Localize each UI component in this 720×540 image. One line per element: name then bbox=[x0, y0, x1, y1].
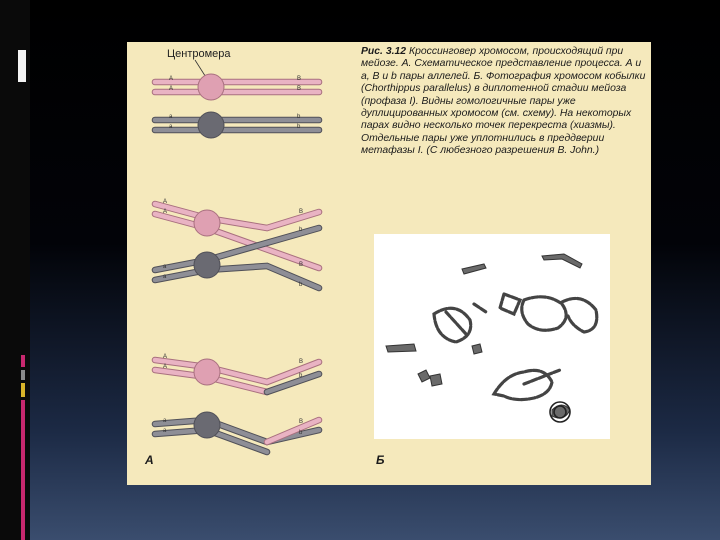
centromere-icon bbox=[198, 74, 224, 100]
figure-caption bbox=[361, 46, 647, 158]
centromere-icon bbox=[194, 359, 220, 385]
svg-text:a: a bbox=[163, 428, 167, 434]
figure-image bbox=[127, 42, 651, 485]
chromosome-pair-2 bbox=[155, 199, 319, 288]
centromere-icon bbox=[194, 412, 220, 438]
accent-bar-icon bbox=[21, 383, 25, 397]
chromosome-diagram bbox=[127, 42, 367, 482]
svg-text:b: b bbox=[299, 227, 303, 233]
caption-number: Рис. 3.12 bbox=[361, 46, 407, 57]
accent-bar-icon bbox=[21, 355, 25, 367]
svg-text:a: a bbox=[163, 418, 167, 424]
micrograph-drawing bbox=[374, 234, 610, 439]
chromosome-pair-1 bbox=[155, 74, 319, 138]
svg-text:B: B bbox=[299, 262, 304, 268]
svg-text:B: B bbox=[299, 209, 304, 215]
accent-bar-icon bbox=[21, 370, 25, 380]
svg-text:B: B bbox=[299, 419, 304, 425]
centromere-icon bbox=[198, 112, 224, 138]
svg-text:B: B bbox=[297, 76, 302, 82]
svg-text:B: B bbox=[299, 359, 304, 365]
svg-text:A: A bbox=[169, 86, 174, 92]
svg-text:B: B bbox=[297, 86, 302, 92]
svg-text:A: A bbox=[169, 76, 174, 82]
svg-text:A: A bbox=[163, 364, 168, 370]
centromere-icon bbox=[194, 210, 220, 236]
svg-text:b: b bbox=[299, 430, 303, 436]
svg-text:b: b bbox=[299, 373, 303, 379]
caption-text: Кроссинговер хромосом, происходящий при мейозе. А. Схематическое представление процесса. А и а, В и b пары аллелей. Б. Фотография хромосом кобылки (Chorthippus parallelus) в диплотенной стадии мейоза (профаза I). Видны гомологичные пары уже дуплицированных хромосом (см. схему). На некоторых парах видно несколько точек перекреста (хиазмы). Отдельные пары уже уплотнились в преддверии метафазы I. (С любезного разрешения B. John.) bbox=[361, 46, 646, 157]
svg-text:A: A bbox=[163, 354, 168, 360]
svg-text:b: b bbox=[297, 114, 301, 120]
centromere-icon bbox=[194, 252, 220, 278]
panel-label-b: Б bbox=[376, 453, 385, 467]
chromosome-micrograph bbox=[374, 234, 610, 439]
svg-text:a: a bbox=[169, 124, 173, 130]
svg-text:b: b bbox=[297, 124, 301, 130]
panel-label-a: А bbox=[145, 453, 154, 467]
slide-mark-icon bbox=[18, 50, 26, 82]
chromosome-pair-3 bbox=[155, 354, 319, 452]
svg-text:a: a bbox=[163, 274, 167, 280]
svg-text:A: A bbox=[163, 199, 168, 205]
svg-text:a: a bbox=[169, 114, 173, 120]
centromere-label: Центромера bbox=[167, 48, 231, 60]
svg-text:a: a bbox=[163, 264, 167, 270]
svg-text:b: b bbox=[299, 282, 303, 288]
accent-bar-icon bbox=[21, 400, 25, 540]
svg-text:A: A bbox=[163, 209, 168, 215]
